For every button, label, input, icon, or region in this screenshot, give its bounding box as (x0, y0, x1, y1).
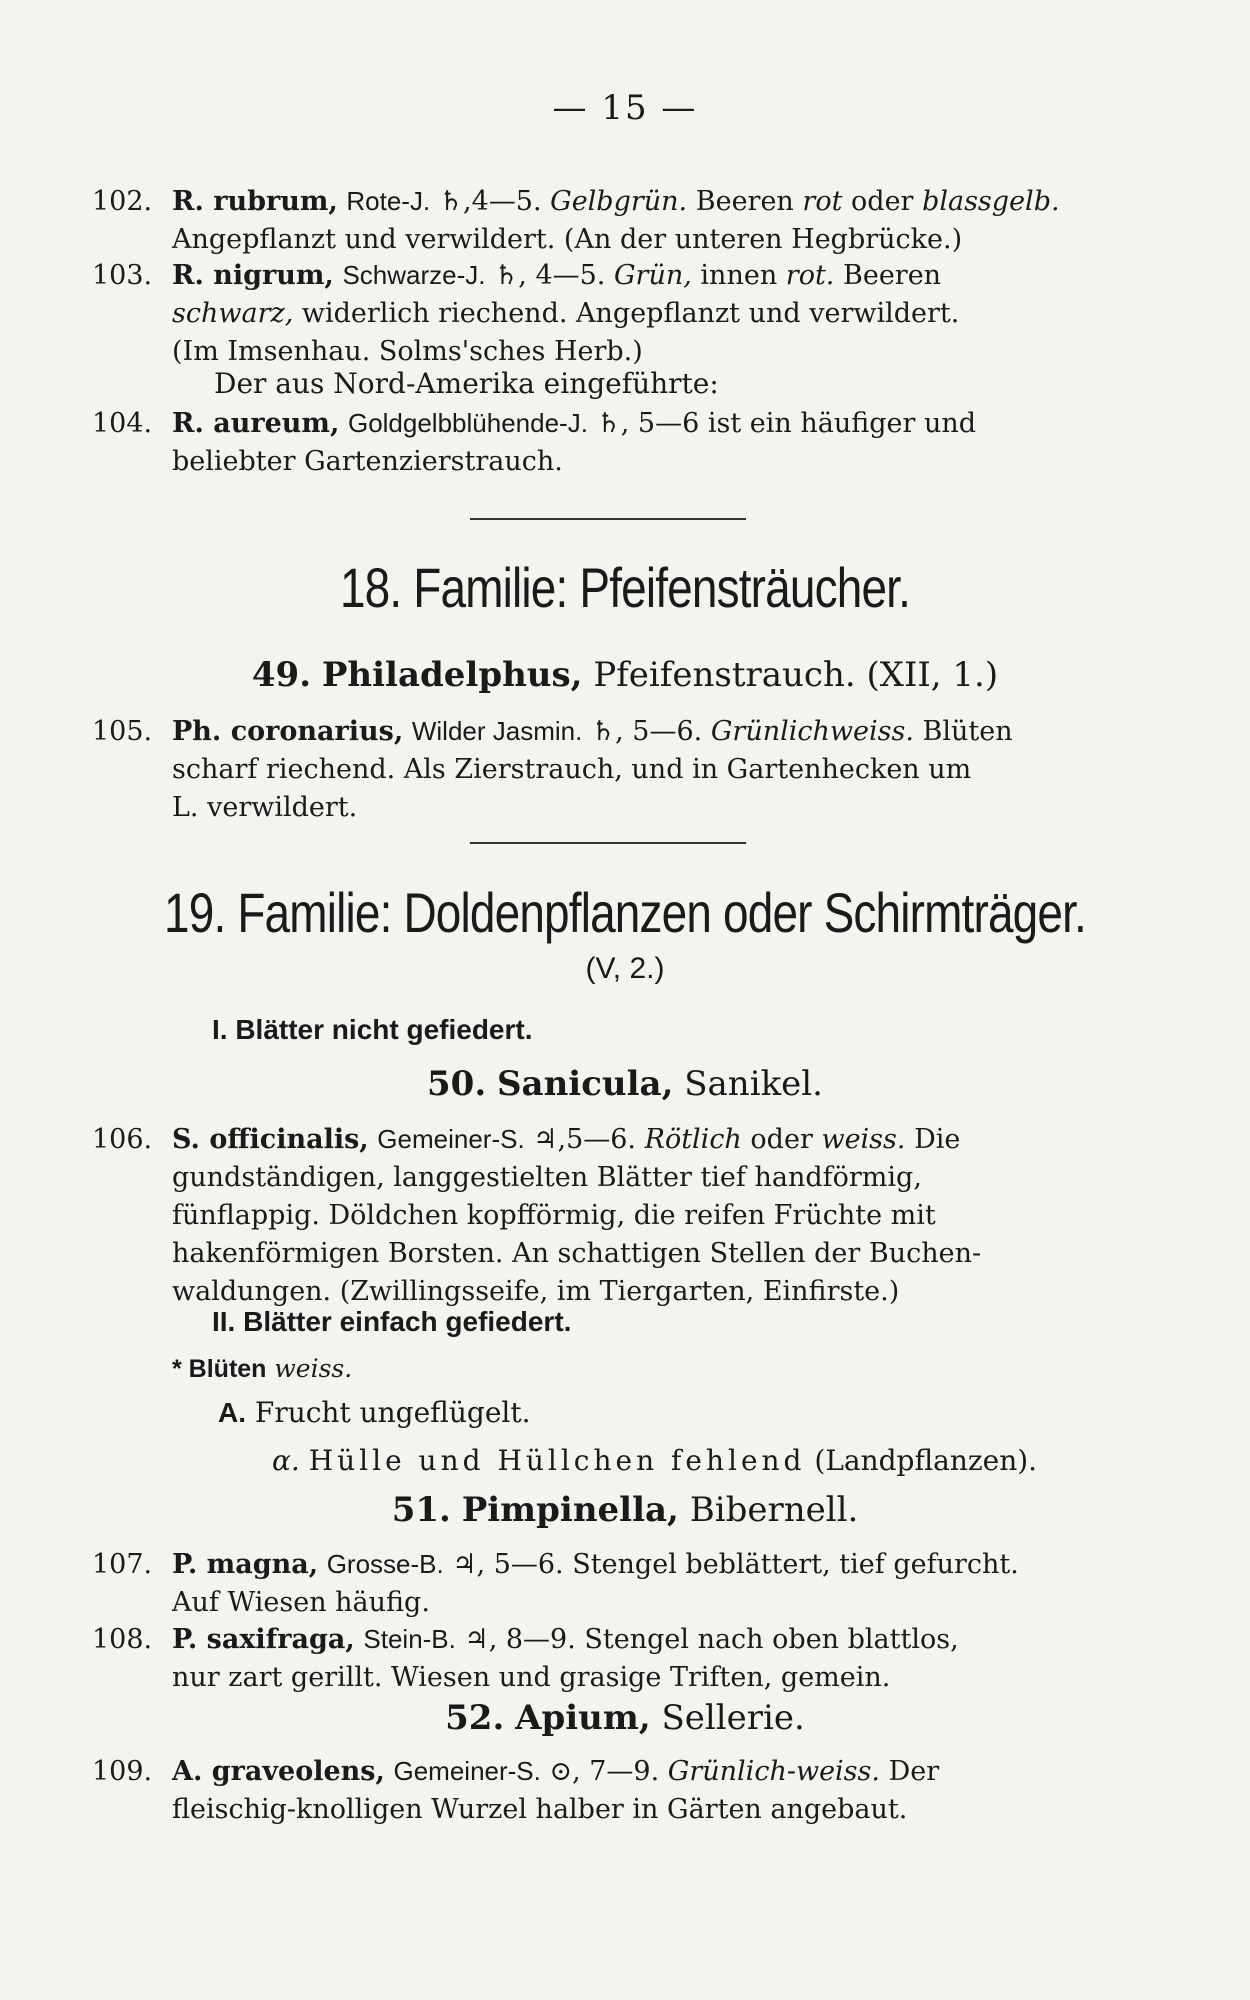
text: Frucht ungeflügelt. (254, 1396, 531, 1429)
section-heading-2: II. Blätter einfach gefiedert. (212, 1306, 572, 1337)
section-heading-1: I. Blätter nicht gefiedert. (212, 1014, 533, 1045)
genus-name: Pimpinella, (461, 1490, 679, 1530)
entry-number: 108. (92, 1624, 153, 1655)
genus-heading-50 (0, 1064, 1250, 1104)
entry-text: hakenförmigen Borsten. An schattigen Stellen der Buchen- (172, 1238, 982, 1269)
text: * Blüten (172, 1355, 267, 1383)
intro-text: Der aus Nord-Amerika eingeführte: (214, 367, 719, 400)
text: Die (914, 1124, 961, 1155)
text: (Landpflanzen). (814, 1444, 1038, 1477)
species-name: A. graveolens, (172, 1756, 385, 1787)
family-class: (V, 2.) (585, 952, 665, 985)
text: Hülle und Hüllchen fehlend (308, 1444, 806, 1477)
genus-name: Philadelphus, (321, 655, 583, 695)
entry-number: 104. (92, 408, 153, 439)
genus-heading-51 (0, 1490, 1250, 1530)
genus-number: 50. (427, 1064, 487, 1104)
entry-102 (92, 182, 1122, 259)
genus-name: Apium, (515, 1698, 651, 1738)
habit-symbol: ♄, 4—5. (494, 260, 606, 291)
common-name: Schwarze-J. (342, 260, 486, 290)
text: oder (851, 186, 914, 217)
genus-common: Sanikel. (684, 1064, 823, 1104)
genus-heading-49 (0, 655, 1250, 695)
species-name: S. officinalis, (172, 1124, 369, 1155)
text: rot. (785, 260, 835, 291)
entry-text: waldungen. (Zwillingsseife, im Tiergarten, Einfirste.) (172, 1276, 900, 1307)
genus-number: 49. (251, 655, 312, 695)
entry-number: 102. (92, 186, 153, 217)
divider (470, 518, 746, 520)
habit-symbol: ♄,4—5. (438, 186, 542, 217)
text: schwarz, (172, 298, 294, 329)
flower-color: Grünlich-weiss. (667, 1756, 880, 1787)
entry-106 (92, 1120, 1122, 1311)
entry-105 (92, 712, 1122, 827)
text: blassgelb. (922, 186, 1060, 217)
common-name: Goldgelbblühende-J. (347, 408, 588, 438)
entry-number: 109. (92, 1756, 153, 1787)
habit-symbol: ♃,5—6. (533, 1124, 637, 1155)
subsection-alpha (272, 1444, 1037, 1477)
entry-text: L. verwildert. (172, 792, 358, 823)
species-name: P. magna, (172, 1549, 319, 1580)
entry-104 (92, 404, 1122, 481)
genus-number: 52. (445, 1698, 505, 1738)
text: widerlich riechend. Angepflanzt und verwildert. (301, 298, 960, 329)
genus-number: 51. (391, 1490, 451, 1530)
entry-text: (Im Imsenhau. Solms'sches Herb.) (172, 336, 643, 367)
entry-109 (92, 1752, 1122, 1829)
text: rot (802, 186, 843, 217)
text: Beeren (695, 186, 794, 217)
flower-color: weiss. (821, 1124, 906, 1155)
common-name: Rote-J. (346, 186, 431, 216)
species-name: R. nigrum, (172, 260, 334, 291)
entry-number: 103. (92, 260, 153, 291)
entry-text: beliebter Gartenzierstrauch. (172, 446, 563, 477)
family-heading-19: 19. Familie: Doldenpflanzen oder Schirmträger. (164, 881, 1086, 944)
text: A. (218, 1397, 246, 1428)
entry-107 (92, 1545, 1122, 1622)
text: Blüten (922, 716, 1013, 747)
text: α. (272, 1444, 300, 1477)
entry-text: gundständigen, langgestielten Blätter tief handförmig, (172, 1162, 922, 1193)
species-name: R. aureum, (172, 408, 340, 439)
family-heading-18: 18. Familie: Pfeifensträucher. (339, 556, 911, 619)
entry-text: nur zart gerillt. Wiesen und grasige Triften, gemein. (172, 1662, 891, 1693)
common-name: Stein-B. (363, 1624, 456, 1654)
flower-color: Grünlichweiss. (710, 716, 914, 747)
genus-name: Sanicula, (496, 1064, 674, 1104)
text: weiss. (274, 1354, 353, 1383)
genus-common: Sellerie. (661, 1698, 805, 1738)
entry-number: 105. (92, 716, 153, 747)
text: innen (700, 260, 778, 291)
genus-heading-52 (0, 1698, 1250, 1738)
habit-symbol: ⊙, 7—9. (549, 1756, 660, 1787)
habit-symbol: ♄, 5—6. (590, 716, 703, 747)
species-name: P. saxifraga, (172, 1624, 355, 1655)
entry-103 (92, 256, 1122, 371)
genus-common: Bibernell. (689, 1490, 859, 1530)
common-name: Gemeiner-S. (393, 1756, 541, 1786)
flower-color: Grün, (613, 260, 692, 291)
text: ♃, 8—9. Stengel nach oben blattlos, (464, 1624, 959, 1655)
text: Beeren (843, 260, 942, 291)
entry-text: scharf riechend. Als Zierstrauch, und in Gartenhecken um (172, 754, 972, 785)
entry-108 (92, 1620, 1122, 1697)
species-name: Ph. coronarius, (172, 716, 404, 747)
entry-text: Angepflanzt und verwildert. (An der unteren Hegbrücke.) (172, 224, 963, 255)
entry-number: 106. (92, 1124, 153, 1155)
flower-color: Gelbgrün. (550, 186, 688, 217)
text: ♄, 5—6 ist ein häufiger und (596, 408, 977, 439)
entry-text: Auf Wiesen häufig. (172, 1587, 430, 1618)
species-name: R. rubrum, (172, 186, 338, 217)
text: oder (750, 1124, 813, 1155)
common-name: Grosse-B. (326, 1549, 444, 1579)
entry-text: fleischig-knolligen Wurzel halber in Gärten angebaut. (172, 1794, 908, 1825)
common-name: Gemeiner-S. (377, 1124, 525, 1154)
entry-text: fünflappig. Döldchen kopfförmig, die reifen Früchte mit (172, 1200, 936, 1231)
common-name: Wilder Jasmin. (411, 716, 583, 746)
text: Der (888, 1756, 940, 1787)
flower-color: Rötlich (644, 1124, 742, 1155)
text: ♃, 5—6. Stengel beblättert, tief gefurcht. (452, 1549, 1019, 1580)
divider (470, 842, 746, 844)
subsection-a (218, 1396, 531, 1429)
subsection-star (172, 1354, 352, 1384)
genus-common: Pfeifenstrauch. (XII, 1.) (593, 655, 999, 695)
entry-number: 107. (92, 1549, 153, 1580)
page-number: — 15 — (552, 88, 698, 128)
